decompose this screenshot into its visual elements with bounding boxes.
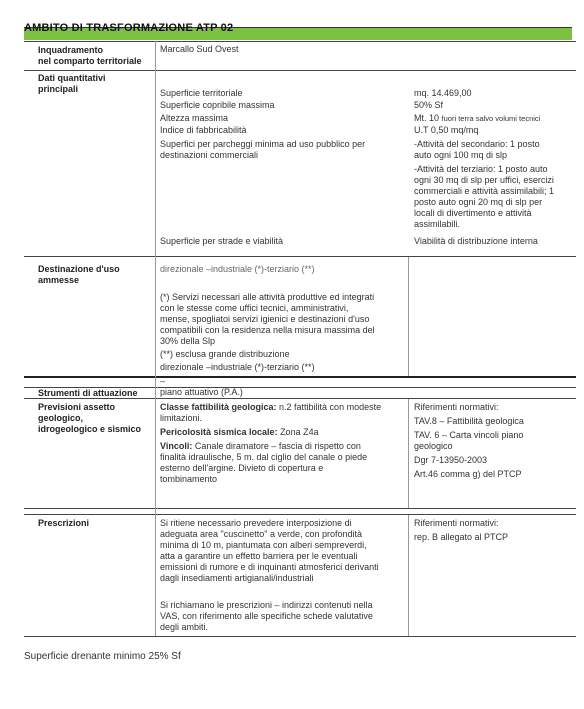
prescrizioni-line: adeguata area "cuscinetto" a verde, con profondità bbox=[160, 529, 363, 539]
dati-row-name: Superficie copribile massima bbox=[160, 100, 275, 110]
label-strumenti: Strumenti di attuazione bbox=[38, 388, 138, 398]
parcheggi-value-line: -Attività del secondario: 1 posto bbox=[414, 139, 540, 149]
vincoli-line: finalità idraulische, 5 m. dal ciglio del canale o piede bbox=[160, 452, 368, 462]
label-dati: Dati quantitativi bbox=[38, 73, 106, 83]
previsioni-riferimento: TAV.8 – Fattibilità geologica bbox=[414, 416, 524, 426]
rule-after-inquadramento bbox=[24, 70, 576, 71]
vincoli-line: esterno dell'argine. Divieto di copertura e bbox=[160, 463, 324, 473]
vincoli-bold: Vincoli: bbox=[160, 441, 193, 451]
label-ammesse: ammesse bbox=[38, 275, 80, 285]
prescrizioni-riferimento: Riferimenti normativi: bbox=[414, 518, 499, 528]
parcheggi-value-line: assimilabili. bbox=[414, 219, 461, 229]
column-divider-previsioni bbox=[408, 399, 409, 508]
destinazione-line: direzionale –industriale (*)-terziario (**) bbox=[160, 362, 315, 372]
strumenti-value: piano attuativo (P.A.) bbox=[160, 387, 243, 397]
footer-note: Superficie drenante minimo 25% Sf bbox=[24, 651, 181, 662]
prescrizioni-line: atta a garantire un effetto barriera per le eventuali bbox=[160, 551, 358, 561]
parcheggi-value-line: locali di divertimento e attività bbox=[414, 208, 532, 218]
value-inquadramento: Marcallo Sud Ovest bbox=[160, 44, 239, 54]
rule-before-prescrizioni bbox=[24, 514, 576, 515]
prescrizioni-line: VAS, con riferimento alle specifiche schede valutative bbox=[160, 611, 373, 621]
parcheggi-value-line: commerciali e attività assimilabili; 1 bbox=[414, 186, 555, 196]
previsioni-riferimento: Art.46 comma g) del PTCP bbox=[414, 469, 522, 479]
strade-name: Superficie per strade e viabilità bbox=[160, 236, 284, 246]
rule-after-strumenti bbox=[24, 398, 576, 399]
destinazione-line: (*) Servizi necessari alle attività produttive ed integrati bbox=[160, 292, 375, 302]
classe-line bbox=[160, 402, 381, 413]
altezza-value: Mt. 10 bbox=[414, 113, 440, 123]
dati-row-value bbox=[414, 113, 540, 124]
sismica-rest: Zona Z4a bbox=[277, 427, 319, 437]
label-idrogeologico: idrogeologico e sismico bbox=[38, 424, 142, 434]
rule-top bbox=[24, 41, 576, 42]
destinazione-line: (**) esclusa grande distribuzione bbox=[160, 349, 290, 359]
previsioni-riferimento: Dgr 7-13950-2003 bbox=[414, 455, 488, 465]
parcheggi-value-line: posto auto ogni 20 mq di slp per bbox=[414, 197, 543, 207]
dati-row-value: 50% Sf bbox=[414, 100, 444, 110]
strade-value: Viabilità di distribuzione interna bbox=[414, 236, 538, 246]
vincoli-line: tombinamento bbox=[160, 474, 218, 484]
classe-line2: limitazioni. bbox=[160, 413, 203, 423]
prescrizioni-riferimento: rep. B allegato al PTCP bbox=[414, 532, 509, 542]
label-comparto: nel comparto territoriale bbox=[38, 56, 142, 66]
previsioni-riferimento: TAV. 6 – Carta vincoli piano bbox=[414, 430, 524, 440]
sismica-line bbox=[160, 427, 319, 438]
previsioni-riferimento: Riferimenti normativi: bbox=[414, 402, 499, 412]
parcheggi-name-line: Superfici per parcheggi minima ad uso pubblico per bbox=[160, 139, 366, 149]
vincoli-line bbox=[160, 441, 361, 452]
destinazione-line: con le stesse come uffici tecnici, amministrativi, bbox=[160, 303, 349, 313]
dati-row-name: Altezza massima bbox=[160, 113, 229, 123]
dati-row-name: Superficie territoriale bbox=[160, 88, 243, 98]
column-divider-prescrizioni bbox=[408, 515, 409, 636]
label-destinazione: Destinazione d'uso bbox=[38, 264, 120, 274]
previsioni-riferimento: geologico bbox=[414, 441, 453, 451]
vincoli-rest: Canale diramatore – fascia di rispetto con bbox=[192, 441, 361, 451]
rule-after-previsioni bbox=[24, 508, 576, 509]
label-inquadramento: Inquadramento bbox=[38, 45, 104, 55]
parcheggi-value-line: ogni 30 mq di slp per uffici, esercizi bbox=[414, 175, 554, 185]
label-previsioni: Previsioni assetto bbox=[38, 402, 116, 412]
label-geologico: geologico, bbox=[38, 413, 83, 423]
prescrizioni-line: Si richiamano le prescrizioni – indirizzi contenuti nella bbox=[160, 600, 373, 610]
destinazione-line: mense, spogliatoi servizi igienici e destinazioni d'uso bbox=[160, 314, 370, 324]
destinazione-line: 30% della Slp bbox=[160, 336, 216, 346]
destinazione-head: direzionale –industriale (*)-terziario (**) bbox=[160, 264, 315, 274]
parcheggi-name-line: destinazioni commerciali bbox=[160, 150, 259, 160]
document-title: AMBITO DI TRASFORMAZIONE ATP 02 bbox=[24, 22, 234, 34]
rule-after-dati bbox=[24, 256, 576, 257]
destinazione-line: compatibili con la residenza nella misura massima del bbox=[160, 325, 375, 335]
label-principali: principali bbox=[38, 84, 79, 94]
altezza-note: fuori terra salvo volumi tecnici bbox=[441, 114, 541, 123]
dati-row-value: U.T 0,50 mq/mq bbox=[414, 125, 479, 135]
dati-row-name: Indice di fabbricabilità bbox=[160, 125, 247, 135]
dati-row-value: mq. 14.469,00 bbox=[414, 88, 472, 98]
parcheggi-value-line: -Attività del terziario: 1 posto auto bbox=[414, 164, 548, 174]
destinazione-dash: – bbox=[160, 376, 166, 386]
parcheggi-value-line: auto ogni 100 mq di slp bbox=[414, 150, 508, 160]
classe-bold: Classe fattibilità geologica: bbox=[160, 402, 277, 412]
column-divider-destinazione bbox=[408, 257, 409, 376]
rule-after-destinazione bbox=[24, 376, 576, 378]
prescrizioni-line: degli ambiti. bbox=[160, 622, 209, 632]
label-prescrizioni: Prescrizioni bbox=[38, 518, 90, 528]
prescrizioni-line: Si ritiene necessario prevedere interposizione di bbox=[160, 518, 352, 528]
rule-after-prescrizioni bbox=[24, 636, 576, 637]
prescrizioni-line: dagli insediamenti artigianali/industriali bbox=[160, 573, 314, 583]
prescrizioni-line: emissioni di rumore e di inquinanti atmosferici derivanti bbox=[160, 562, 379, 572]
classe-rest: n.2 fattibilità con modeste bbox=[276, 402, 382, 412]
prescrizioni-line: minima di 10 m, piantumata con alberi sempreverdi, bbox=[160, 540, 367, 550]
column-divider-left bbox=[155, 41, 156, 636]
sismica-bold: Pericolosità sismica locale: bbox=[160, 427, 278, 437]
